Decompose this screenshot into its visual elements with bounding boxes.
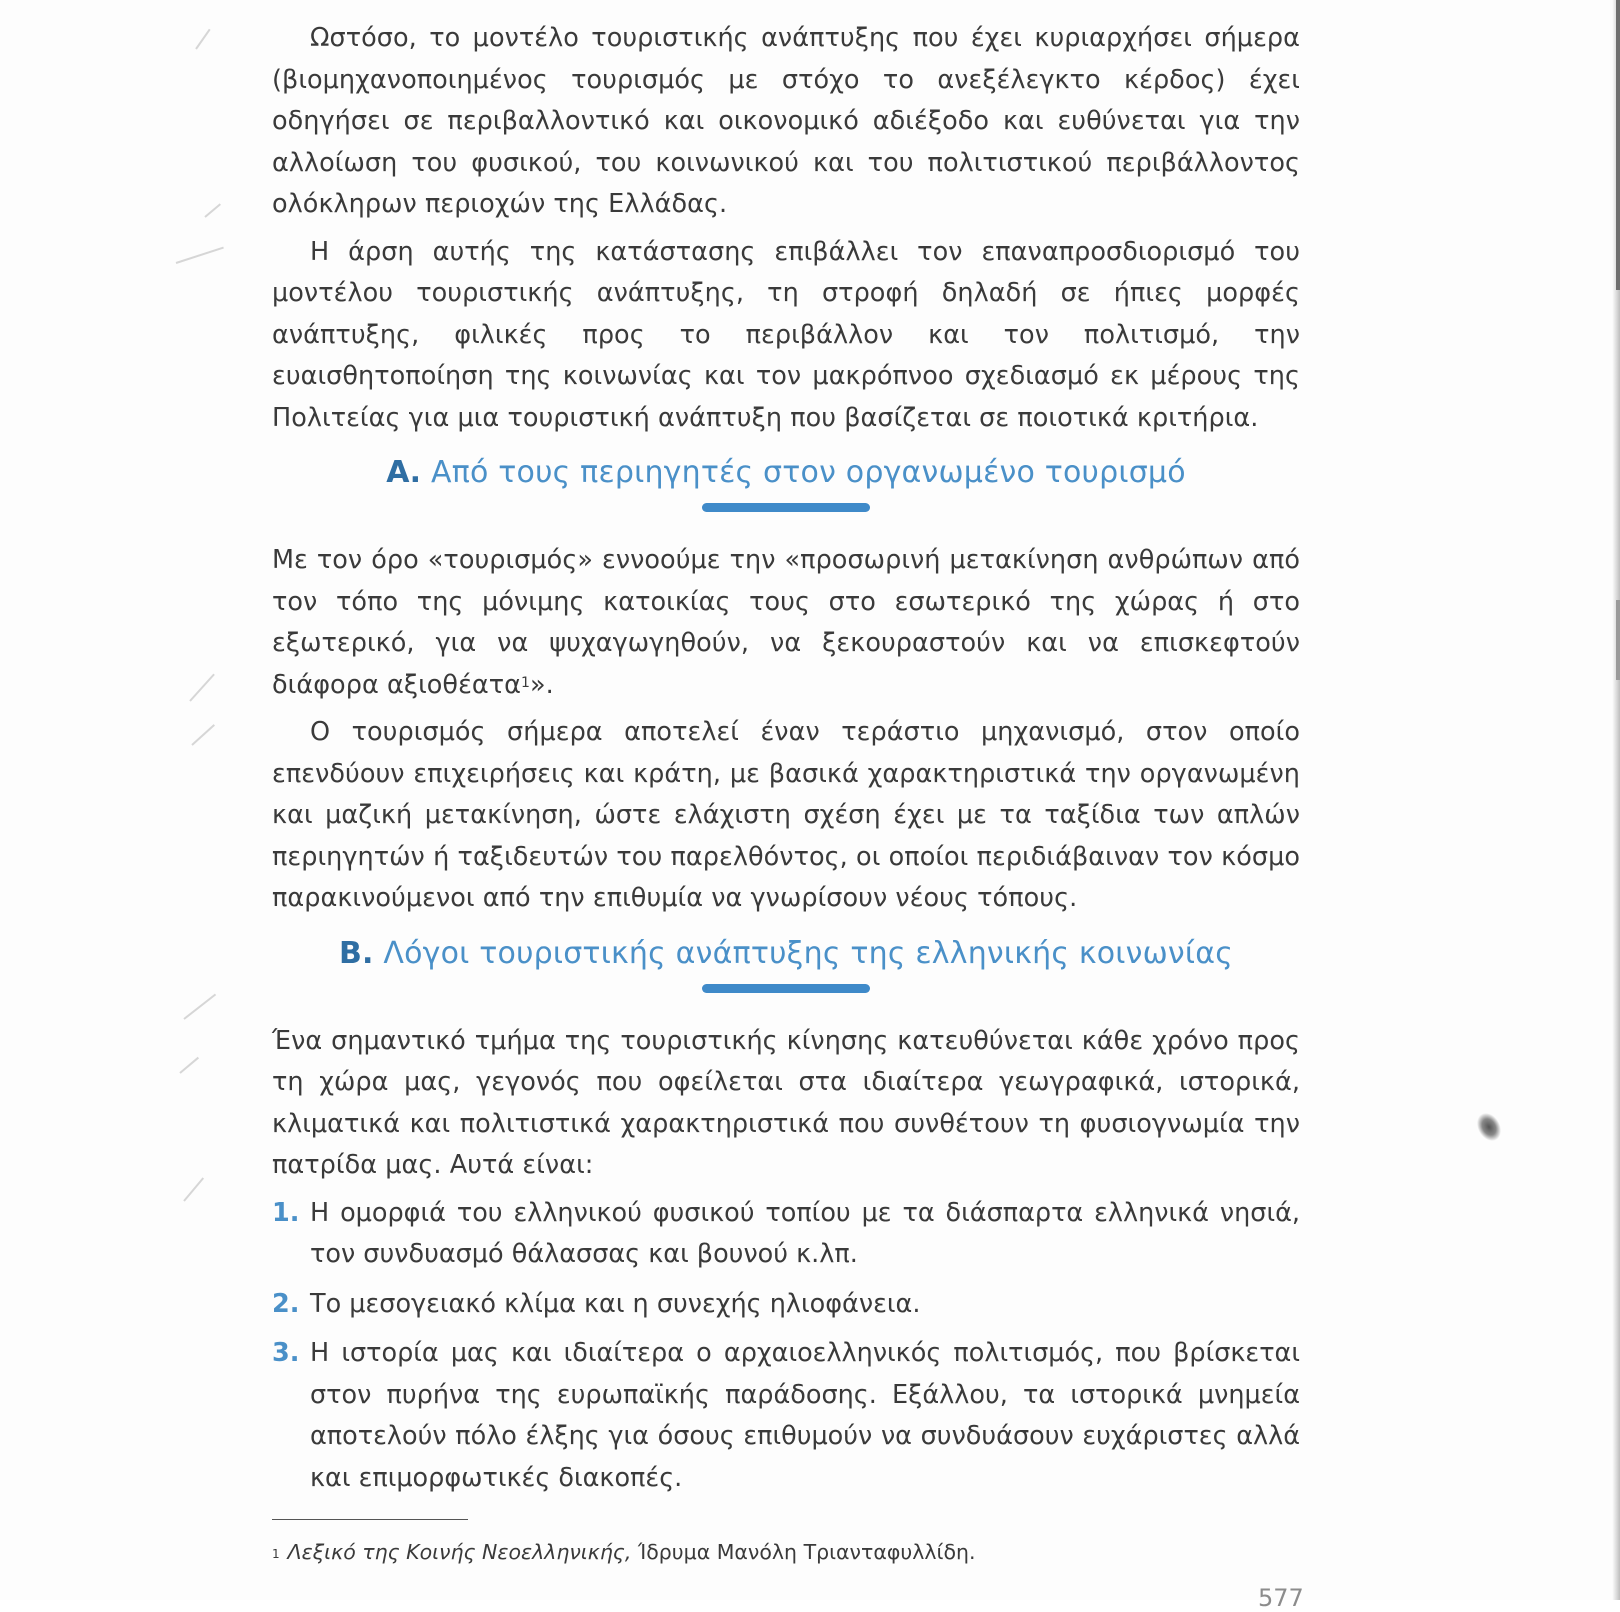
section-b-heading bbox=[272, 934, 1300, 974]
list-item-text: Το μεσογειακό κλίμα και η συνεχής ηλιοφάνεια. bbox=[310, 1288, 921, 1319]
numbered-list bbox=[272, 1193, 1300, 1500]
paragraph: Ένα σημαντικό τμήμα της τουριστικής κίνησης κατευθύνεται κάθε χρόνο προς τη χώρα μας, γεγονός που οφείλεται στα ιδιαίτερα γεωγραφικά, ιστορικά, κλιματικά και πολιτιστικά χαρακτηριστικά που συνθέτουν τη φυσιογνωμία την πατρίδα μας. Αυτά είναι: bbox=[272, 1025, 1300, 1180]
page-edge-shadow bbox=[1616, 0, 1620, 290]
scan-mark bbox=[183, 1177, 204, 1201]
page-edge-shadow bbox=[1616, 600, 1620, 680]
list-item bbox=[272, 1284, 1300, 1326]
paragraph-text-end: ». bbox=[530, 669, 554, 700]
paragraph bbox=[272, 540, 1300, 706]
scan-mark bbox=[179, 1057, 199, 1074]
list-item-text: Η ομορφιά του ελληνικού φυσικού τοπίου με τα διάσπαρτα ελληνικά νησιά, τον συνδυασμό θάλασσας και βουνού κ.λπ. bbox=[310, 1197, 1300, 1269]
section-a-heading bbox=[272, 453, 1300, 493]
footnote bbox=[272, 1538, 1300, 1566]
paragraph: Η άρση αυτής της κατάστασης επιβάλλει τον επαναπροσδιορισμό του μοντέλου τουριστικής ανάπτυξης, τη στροφή δηλαδή σε ήπιες μορφές ανάπτυξης, φιλικές προς το περιβάλλον και τον πολιτισμό, την ευαισθητοποίηση της κοινωνίας και τον μακρόπνοο σχεδιασμό εκ μέρους της Πολιτείας για μια τουριστική ανάπτυξη που βασίζεται σε ποιοτικά κριτήρια. bbox=[272, 236, 1300, 433]
list-number: 1. bbox=[272, 1197, 300, 1228]
section-a-title: Από τους περιηγητές στον οργανωμένο τουρισμό bbox=[430, 455, 1186, 490]
scan-smudge bbox=[1472, 1109, 1506, 1146]
list-item bbox=[272, 1333, 1300, 1499]
heading-underline-bar bbox=[702, 503, 870, 512]
scan-mark bbox=[204, 203, 221, 217]
list-item-text: Η ιστορία μας και ιδιαίτερα ο αρχαιοελληνικός πολιτισμός, που βρίσκεται στον πυρήνα της ευρωπαϊκής παράδοσης. Εξάλλου, τα ιστορικά μνημεία αποτελούν πόλο έλξης για όσους επιθυμούν να συνδυάσουν ευχάριστες αλλά και επιμορφωτικές διακοπές. bbox=[310, 1338, 1300, 1493]
footnote-source-rest: Ίδρυμα Μανόλη Τριανταφυλλίδη. bbox=[631, 1540, 976, 1564]
section-b-letter: Β. bbox=[338, 935, 374, 971]
list-number: 3. bbox=[272, 1338, 300, 1368]
scan-mark bbox=[189, 674, 215, 702]
page-content bbox=[272, 18, 1300, 1566]
scan-mark bbox=[176, 247, 224, 264]
list-item bbox=[272, 1193, 1300, 1276]
page-number: 577 bbox=[1258, 1584, 1304, 1612]
paragraph: Ο τουρισμός σήμερα αποτελεί έναν τεράστιο μηχανισμό, στον οποίο επενδύουν επιχειρήσεις και κράτη, με βασικά χαρακτηριστικά την οργανωμένη και μαζική μετακίνηση, ώστε ελάχιστη σχέση έχει με τα ταξίδια των απλών περιηγητών ή ταξιδευτών του παρελθόντος, οι οποίοι περιδιάβαιναν τον κόσμο παρακινούμενοι από την επιθυμία να γνωρίσουν νέους τόπους. bbox=[272, 717, 1300, 913]
section-b-title: Λόγοι τουριστικής ανάπτυξης της ελληνικής κοινωνίας bbox=[383, 935, 1234, 971]
scan-mark bbox=[191, 724, 215, 746]
page-edge bbox=[1612, 0, 1620, 1600]
scan-mark bbox=[183, 994, 216, 1020]
heading-underline-bar bbox=[702, 984, 870, 993]
scan-mark bbox=[195, 29, 210, 50]
footnote-marker: 1 bbox=[272, 1547, 280, 1561]
section-a-letter: Α. bbox=[386, 455, 422, 490]
paragraph: Ωστόσο, το μοντέλο τουριστικής ανάπτυξης που έχει κυριαρχήσει σήμερα (βιομηχανοποιημένος τουρισμός με στόχο το ανεξέλεγκτο κέρδος) έχει οδηγήσει σε περιβαλλοντικό και οικονομικό αδιέξοδο και ευθύνεται για την αλλοίωση του φυσικού, του κοινωνικού και του πολιτιστικού περιβάλλοντος ολόκληρων περιοχών της Ελλάδας. bbox=[272, 23, 1300, 219]
footnote-reference: 1 bbox=[521, 674, 530, 691]
list-number: 2. bbox=[272, 1288, 300, 1319]
paragraph-text: Με τον όρο «τουρισμός» εννοούμε την «προσωρινή μετακίνηση ανθρώπων από τον τόπο της μόνιμης κατοικίας τους στο εσωτερικό της χώρας ή στο εξωτερικό, για να ψυχαγωγηθούν, να ξεκουραστούν και να επισκεφτούν διάφορα αξιοθέατα bbox=[272, 545, 1300, 700]
footnote-source-title: Λεξικό της Κοινής Νεοελληνικής, bbox=[287, 1540, 632, 1564]
footnote-divider bbox=[272, 1519, 468, 1520]
